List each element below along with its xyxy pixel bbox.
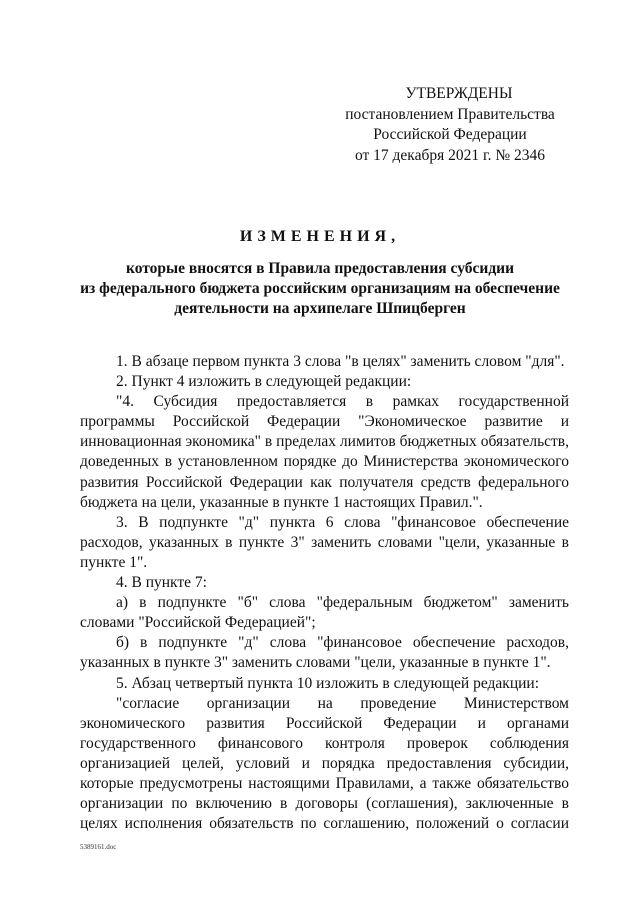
subtitle-line: деятельности на архипелаге Шпицберген bbox=[174, 300, 466, 317]
subtitle-line: из федерального бюджета российским организациям на обеспечение bbox=[80, 280, 560, 297]
paragraph: 5. Абзац четвертый пункта 10 изложить в следующей редакции: bbox=[116, 674, 540, 692]
subtitle-line: которые вносятся в Правила предоставления субсидии bbox=[125, 260, 515, 277]
paragraph: б) в подпункте "д" слова "финансовое обеспечение расходов, указанных в пункте 3" заменить словами "цели, указанные в пункте 1". bbox=[80, 634, 569, 672]
paragraph: 2. Пункт 4 изложить в следующей редакции: bbox=[116, 373, 412, 391]
approval-line: постановлением Правительства bbox=[345, 105, 555, 123]
paragraph: 4. В пункте 7: bbox=[116, 574, 207, 592]
approval-line: Российской Федерации bbox=[373, 126, 527, 143]
paragraph: 1. В абзаце первом пункта 3 слова "в целях" заменить словом "для". bbox=[116, 353, 565, 370]
paragraph: "4. Субсидия предоставляется в рамках государственной программы Российской Федерации "Экономическое развитие и инновационная экономика" в пределах лимитов бюджетных обязательств, доведенных в установленном порядке до Министерства экономического развития Российской Федерации как получателя средств федерального бюджета на цели, указанные в пункте 1 настоящих Правил.". bbox=[80, 393, 569, 511]
approval-stamp bbox=[330, 84, 570, 166]
document-body bbox=[80, 352, 569, 834]
paragraph: 3. В подпункте "д" пункта 6 слова "финансовое обеспечение расходов, указанных в пункте 3" заменить словами "цели, указанные в пункте 1". bbox=[80, 513, 569, 571]
document-file-id: 5389161.doc bbox=[80, 843, 117, 851]
paragraph: а) в подпункте "б" слова "федеральным бюджетом" заменить словами "Российской Федерацией"; bbox=[80, 594, 569, 632]
approval-date-number: от 17 декабря 2021 г. № 2346 bbox=[354, 146, 546, 164]
paragraph: "согласие организации на проведение Министерством экономического развития Российской Федерации и органами государственного финансового контроля проверок соблюдения организацией целей, условий и порядка предоставления субсидии, которые предусмотрены настоящими Правилами, а также обязательство организации по включению в договоры (соглашения), заключенные в целях исполнения обязательств по соглашению, положений о согласии bbox=[80, 694, 569, 833]
document-subtitle bbox=[60, 259, 580, 319]
document-title: ИЗМЕНЕНИЯ, bbox=[239, 228, 401, 245]
approval-heading: УТВЕРЖДЕНЫ bbox=[405, 85, 513, 102]
